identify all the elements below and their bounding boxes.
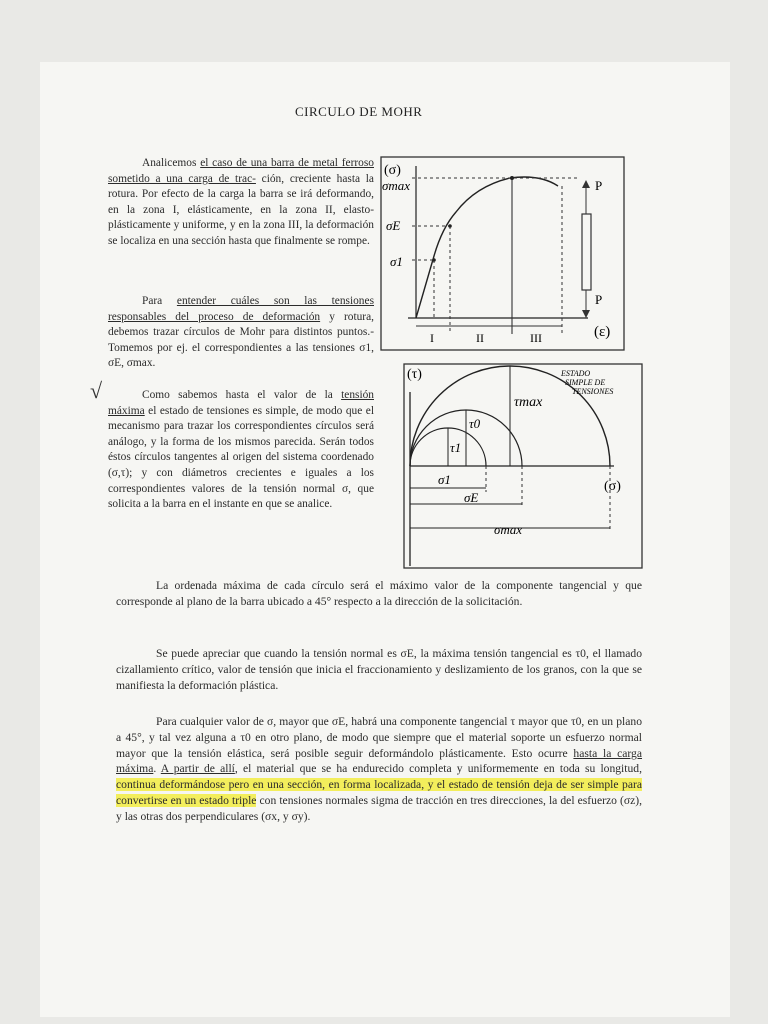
stress-strain-curve: [416, 177, 558, 318]
page-title: CIRCULO DE MOHR: [295, 104, 423, 119]
paragraph-1: Analicemos el caso de una barra de metal ferroso sometido a una carga de trac- ción, creciente hasta la rotura. Por efecto de la carga la barra se irá deformando, en la zona I, elásticamente, en la zona II, elasto-plásticamente y uniforme, y en la zona III, la deformación se localiza en una sección hasta que finalmente se rompe.: [108, 157, 374, 247]
tau-max-label: τmax: [514, 395, 543, 410]
check-mark: √: [90, 378, 103, 403]
highlighted-text: continua deformándose pero en una sección, en forma localizada, y el estado de tensión deja de ser simple para convertirse en un estado triple: [116, 778, 642, 807]
paragraph-5: Se puede apreciar que cuando la tensión normal es σE, la máxima tensión tangencial es τ0, el llamado cizallamiento crítico, valor de tensión que inicia el fraccionamiento y deslizamiento de los granos, con la que se manifiesta la deformación plástica.: [116, 647, 642, 692]
arrow-head-bottom-icon: [582, 310, 590, 318]
tensiones-label: TENSIONES: [572, 387, 614, 396]
point-sigma-max: [510, 176, 514, 180]
zone-1-label: I: [430, 331, 434, 345]
tau-0-label: τ0: [469, 416, 481, 431]
sigma-e-label: σE: [386, 218, 401, 233]
tensile-bar: [582, 214, 591, 290]
sigma-e-label: σE: [464, 490, 479, 505]
paragraph-6: Para cualquier valor de σ, mayor que σE, habrá una componente tangencial τ mayor que τ0, en un plano a 45°, y tal vez alguna a τ0 en otro plano, de modo que siempre que el material soporte un esfuerzo normal mayor que la tensión elástica, será posible seguir deformándolo plásticamente. Esto ocurre hasta la carga máxima. A partir de allí, el material que se ha endurecido completa y uniformemente en toda su longitud, continua deformándose pero en una sección, en forma localizada, y el estado de tensión deja de ser simple para convertirse en un estado triple con tensiones normales sigma de tracción en tres direcciones, la del esfuerzo (σz), y las otras dos perpendiculares (σx, y σy).: [116, 715, 643, 823]
underlined-text: el caso de una barra de metal ferroso sometido a una carga de trac-: [108, 157, 374, 185]
tau-1-label: τ1: [450, 440, 462, 455]
stress-strain-diagram: [380, 156, 626, 352]
underlined-text: tensión máxima: [108, 389, 374, 417]
underlined-text: entender cuáles son las tensiones responsables del proceso de deformación: [108, 295, 374, 323]
point-sigma-e: [448, 224, 452, 228]
sigma-max-label: σmax: [382, 178, 411, 193]
sigma-axis-label: (σ): [604, 479, 621, 494]
tau-axis-label: (τ): [407, 367, 422, 382]
mohr-circles-diagram: [380, 362, 646, 572]
load-label-top: P: [595, 178, 603, 193]
paragraph-2: Para entender cuáles son las tensiones responsables del proceso de deformación y rotura, debemos trazar círculos de Mohr para distintos puntos.- Tomemos por ej. el correspondientes a las tensiones σ1, σE, σmax.: [108, 295, 374, 370]
underlined-text: A partir de allí: [160, 762, 235, 776]
point-sigma-1: [432, 258, 436, 262]
sigma-max-label: σmax: [494, 522, 523, 537]
estado-label: ESTADO: [561, 369, 591, 378]
paragraph-4: La ordenada máxima de cada círculo será el máximo valor de la componente tangencial y que corresponde al plano de la barra ubicado a 45° respecto a la dirección de la solicitación.: [116, 579, 642, 608]
sigma-1-label: σ1: [390, 254, 403, 269]
zone-3-label: III: [530, 331, 542, 345]
epsilon-axis-label: (ε): [594, 324, 611, 340]
zone-2-label: II: [476, 331, 484, 345]
paragraph-3: Como sabemos hasta el valor de la tensión máxima el estado de tensiones es simple, de modo que el mecanismo para trazar los correspondientes círculos será análogo, y la forma de los mismos parecida. Serán todos éstos círculos tangentes al origen del sistema coordenado (σ,τ); y con diámetros crecientes e iguales a los correspondientes valores de la tensión normal σ, que solicita a la barra en el instante en que se analice.: [108, 389, 374, 511]
sigma-1-label: σ1: [438, 472, 451, 487]
arrow-head-top-icon: [582, 180, 590, 188]
load-label-bottom: P: [595, 292, 603, 307]
simple-label: SIMPLE DE: [565, 378, 606, 387]
sigma-axis-label: (σ): [384, 163, 401, 178]
underlined-text: hasta la carga máxima: [116, 746, 643, 776]
